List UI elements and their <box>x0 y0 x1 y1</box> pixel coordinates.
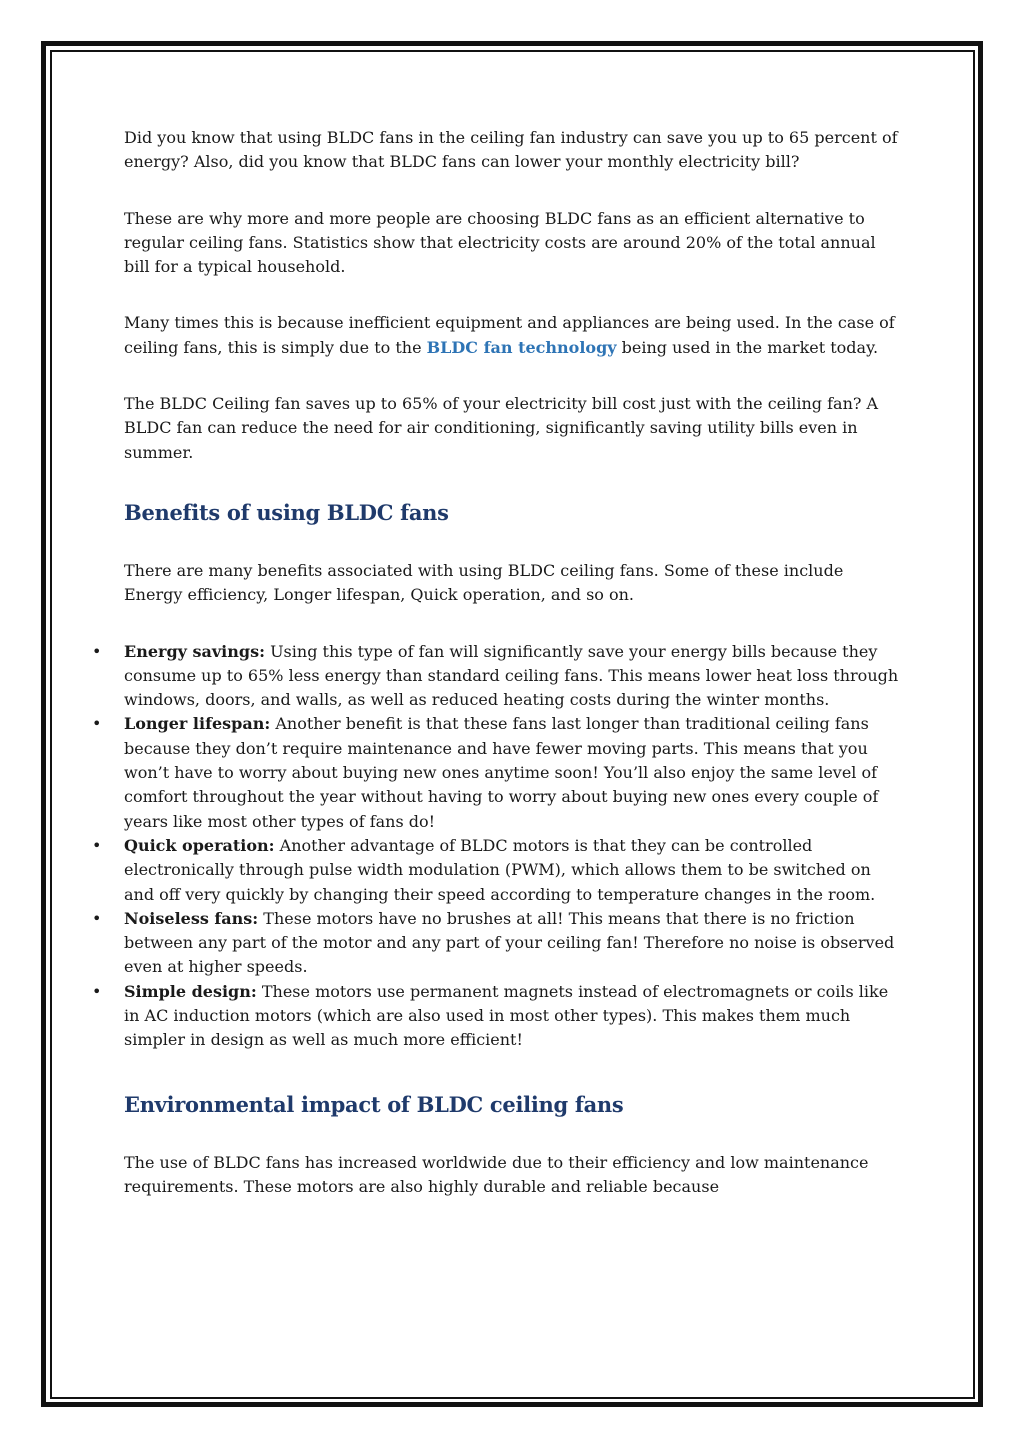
list-item <box>124 980 904 1053</box>
benefit-text: These motors use permanent magnets instead of electromagnets or coils like in AC induction motors (which are also used in most other types). This makes them much simpler in design as well as much more efficient! <box>124 981 889 1050</box>
technology-text-after: being used in the market today. <box>616 337 879 357</box>
benefit-title: Simple design: <box>124 981 257 1001</box>
savings-paragraph: The BLDC Ceiling fan saves up to 65% of your electricity bill cost just with the ceiling fan? A BLDC fan can reduce the need for air conditioning, significantly saving utility bills even in summer. <box>124 394 879 462</box>
document-body <box>124 126 904 1199</box>
benefits-heading: Benefits of using BLDC fans <box>124 499 449 525</box>
list-item <box>124 834 904 907</box>
bldc-technology-link[interactable]: BLDC fan technology <box>426 337 617 357</box>
list-item <box>124 640 904 713</box>
benefit-title: Energy savings: <box>124 641 265 661</box>
environment-paragraph: The use of BLDC fans has increased worldwide due to their efficiency and low maintenance requirements. These motors are also highly durable and reliable because <box>124 1152 869 1196</box>
benefit-text: These motors have no brushes at all! This means that there is no friction between any part of the motor and any part of your ceiling fan! Therefore no noise is observed even at higher speeds. <box>124 908 895 977</box>
list-item <box>124 907 904 980</box>
benefits-intro: There are many benefits associated with using BLDC ceiling fans. Some of these include Energy efficiency, Longer lifespan, Quick operation, and so on. <box>124 560 844 605</box>
benefit-title: Quick operation: <box>124 835 275 855</box>
environment-heading: Environmental impact of BLDC ceiling fans <box>124 1091 624 1117</box>
benefit-title: Longer lifespan: <box>124 714 271 734</box>
list-item <box>124 712 904 833</box>
benefit-text: Another benefit is that these fans last longer than traditional ceiling fans because they don’t require maintenance and have fewer moving parts. This means that you won’t have to worry about buying new ones anytime soon! You’ll also enjoy the same level of comfort throughout the year without having to worry about buying new ones every couple of years like most other types of fans do! <box>124 714 879 831</box>
benefit-text: Using this type of fan will significantly save your energy bills because they consume up to 65% less energy than standard ceiling fans. This means lower heat loss through windows, doors, and walls, as well as reduced heating costs during the winter months. <box>124 641 899 710</box>
benefits-list <box>124 640 904 1053</box>
benefit-text: Another advantage of BLDC motors is that they can be controlled electronically through pulse width modulation (PWM), which allows them to be switched on and off very quickly by changing their speed according to temperature changes in the room. <box>124 835 876 904</box>
technology-text-before: Many times this is because inefficient equipment and appliances are being used. In the case of ceiling fans, this is simply due to the <box>124 313 895 357</box>
benefit-title: Noiseless fans: <box>124 908 259 928</box>
technology-paragraph <box>124 311 904 360</box>
statistics-paragraph: These are why more and more people are choosing BLDC fans as an efficient alternative to regular ceiling fans. Statistics show that electricity costs are around 20% of the total annual bill for a typical household. <box>124 208 876 277</box>
intro-paragraph: Did you know that using BLDC fans in the ceiling fan industry can save you up to 65 percent of energy? Also, did you know that BLDC fans can lower your monthly electricity bill? <box>124 128 898 172</box>
